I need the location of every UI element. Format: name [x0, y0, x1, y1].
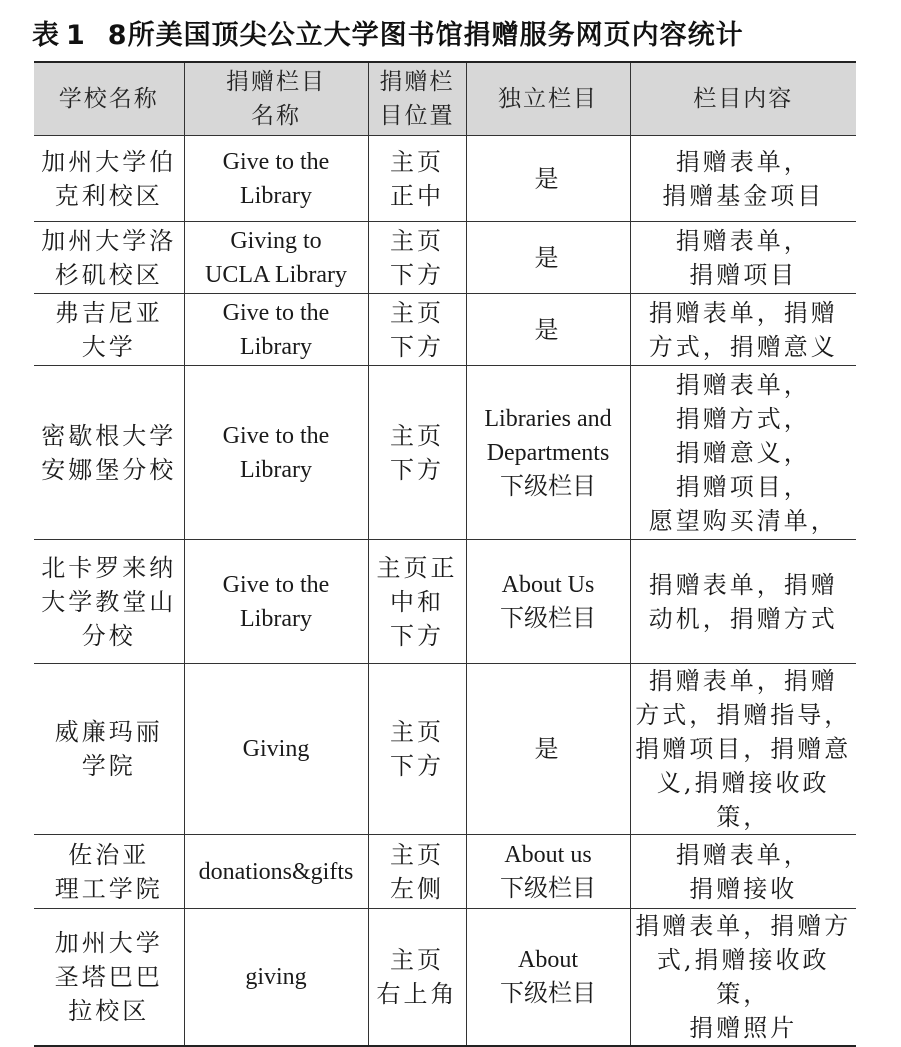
table-header	[34, 62, 856, 136]
table-row	[34, 366, 856, 540]
column-content-cell: 捐赠表单，捐赠 动机，捐赠方式	[630, 540, 856, 664]
column-position-cell: 主页 下方	[368, 294, 466, 366]
column-content-cell: 捐赠表单，捐赠 方式，捐赠意义	[630, 294, 856, 366]
column-position-cell: 主页正 中和 下方	[368, 540, 466, 664]
column-position-cell: 主页 下方	[368, 222, 466, 294]
table-row	[34, 909, 856, 1047]
table-caption	[32, 14, 744, 58]
independent-column-cell: 是	[466, 222, 630, 294]
column-position-cell: 主页 下方	[368, 664, 466, 835]
table-row	[34, 540, 856, 664]
column-name-cell: Give to the Library	[184, 294, 368, 366]
table-row	[34, 136, 856, 222]
school-name-cell: 北卡罗来纳 大学教堂山 分校	[34, 540, 184, 664]
header-row	[34, 62, 856, 136]
header-column-name: 捐赠栏目 名称	[184, 62, 368, 136]
independent-column-cell: About Us 下级栏目	[466, 540, 630, 664]
donation-stats-table	[34, 61, 856, 1047]
header-independent-column: 独立栏目	[466, 62, 630, 136]
column-position-cell: 主页 下方	[368, 366, 466, 540]
column-content-cell: 捐赠表单， 捐赠基金项目	[630, 136, 856, 222]
caption-label: 表	[32, 20, 60, 51]
column-name-cell: Giving to UCLA Library	[184, 222, 368, 294]
header-column-position: 捐赠栏 目位置	[368, 62, 466, 136]
column-name-cell: Give to the Library	[184, 366, 368, 540]
column-content-cell: 捐赠表单， 捐赠接收	[630, 835, 856, 909]
caption-title: 8所美国顶尖公立大学图书馆捐赠服务网页内容统计	[107, 20, 744, 51]
school-name-cell: 威廉玛丽 学院	[34, 664, 184, 835]
independent-column-cell: 是	[466, 136, 630, 222]
table-row	[34, 664, 856, 835]
column-name-cell: Give to the Library	[184, 540, 368, 664]
school-name-cell: 加州大学伯 克利校区	[34, 136, 184, 222]
table-body	[34, 136, 856, 1047]
independent-column-cell: About us 下级栏目	[466, 835, 630, 909]
independent-column-cell: 是	[466, 294, 630, 366]
column-position-cell: 主页 正中	[368, 136, 466, 222]
school-name-cell: 加州大学 圣塔巴巴 拉校区	[34, 909, 184, 1047]
column-position-cell: 主页 右上角	[368, 909, 466, 1047]
column-position-cell: 主页 左侧	[368, 835, 466, 909]
column-name-cell: Giving	[184, 664, 368, 835]
table-row	[34, 222, 856, 294]
independent-column-cell: About 下级栏目	[466, 909, 630, 1047]
school-name-cell: 加州大学洛 杉矶校区	[34, 222, 184, 294]
independent-column-cell: 是	[466, 664, 630, 835]
column-name-cell: donations&gifts	[184, 835, 368, 909]
header-school-name: 学校名称	[34, 62, 184, 136]
column-name-cell: Give to the Library	[184, 136, 368, 222]
school-name-cell: 密歇根大学 安娜堡分校	[34, 366, 184, 540]
header-column-content: 栏目内容	[630, 62, 856, 136]
column-content-cell: 捐赠表单，捐赠方 式,捐赠接收政策， 捐赠照片	[630, 909, 856, 1047]
caption-number: 1	[66, 20, 86, 51]
table-row	[34, 294, 856, 366]
column-content-cell: 捐赠表单， 捐赠方式， 捐赠意义， 捐赠项目， 愿望购买清单，	[630, 366, 856, 540]
column-content-cell: 捐赠表单，捐赠 方式，捐赠指导， 捐赠项目，捐赠意 义,捐赠接收政策，	[630, 664, 856, 835]
column-name-cell: giving	[184, 909, 368, 1047]
school-name-cell: 佐治亚 理工学院	[34, 835, 184, 909]
column-content-cell: 捐赠表单， 捐赠项目	[630, 222, 856, 294]
table-row	[34, 835, 856, 909]
independent-column-cell: Libraries and Departments 下级栏目	[466, 366, 630, 540]
school-name-cell: 弗吉尼亚 大学	[34, 294, 184, 366]
